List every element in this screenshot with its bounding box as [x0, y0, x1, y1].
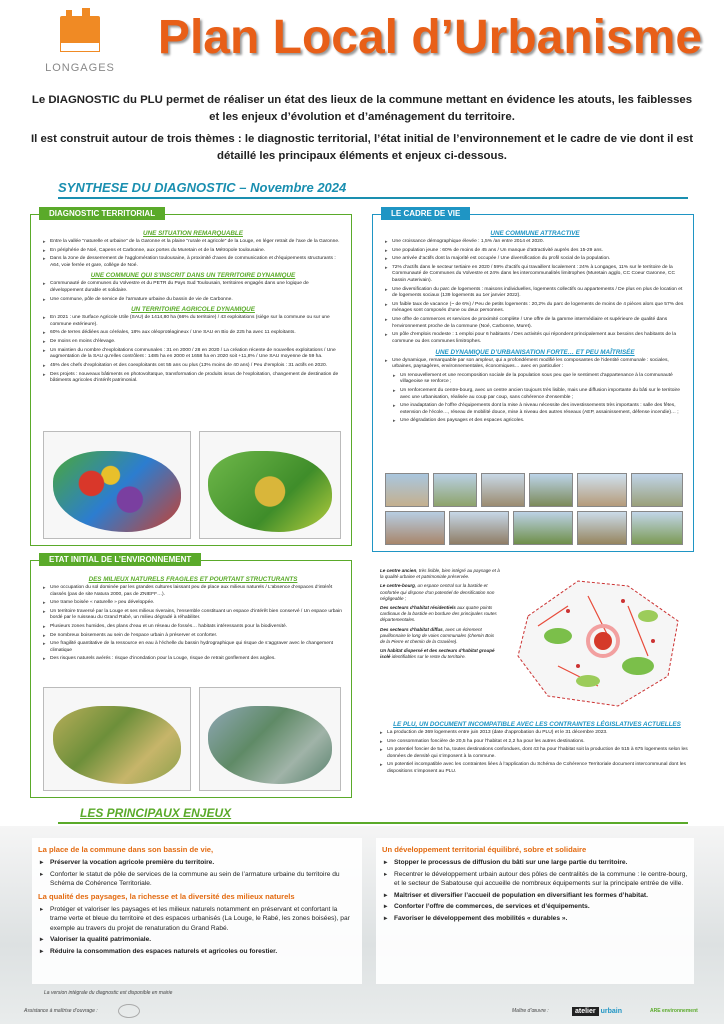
amo-logo: [118, 1004, 140, 1018]
photo: [631, 473, 683, 507]
list-item: ▸ Communauté de communes du Volvestre et du PETR du Pays Sud Toulousain, territoires engagés dans une logique de développement durable et solidaire.: [43, 281, 343, 294]
list-item: ▸ De nombreux boisements au sein de l’espace urbain à préserver et conforter.: [43, 633, 343, 640]
divider: [58, 197, 688, 199]
list-item: ▸ Une diversification du parc de logements : maisons individuelles, logements collectifs ou appartements / De plus en plus de location et de logements sociaux (139 logements au 1er janvier 2022).: [385, 287, 685, 300]
list-item: ▸ 72% d’actifs dans le secteur tertiaire en 2020 / 59% d’actifs qui travaillent localement : 24% à Longages, 11% sur le territoire de la Communauté de Communes du Volvestre et 24% dans les intercommunalités limitrophes (Muretain agglo, CC Coeur Garonne, CC bassin Auterivain).: [385, 265, 685, 285]
env-panel: [30, 555, 352, 798]
list-item: ▸ 45% des chefs d’exploitation et des coexploitants ont 55 ans ou plus (13% moins de 40 ans) / Peu d’emplois : 31 actifs en 2020.: [43, 363, 343, 370]
photo: [449, 511, 509, 545]
cadre-s2: UNE DYNAMIQUE D’URBANISATION FORTE… ET PEU MAÎTRISÉE: [435, 348, 635, 356]
list-item: ▸ Une fragilité quantitative de la ressource en eau à l’échelle du bassin hydrographique qui risque de s’aggraver avec le changement climatique: [43, 641, 343, 654]
list-item: ▸ En périphérie de Noé, Capens et Carbonne, aux portes du Muretain et de la Métropole toulousaine.: [43, 248, 343, 255]
legend-item: Des secteurs d’habitat résidentiels aux quatre points cardinaux de la bastide en bordure des principales routes départementales.: [380, 604, 497, 623]
list-item: ▸ Un potentiel foncier de 54 ha, toutes destinations confondues, dont 43 ha pour l’habitat soit la production de 515 à 675 logements selon les données de densité qui s’imposent à la commune.: [380, 747, 694, 760]
divider: [58, 822, 688, 824]
photo: [385, 511, 445, 545]
list-item: ▸ De moins en moins d’élevage.: [43, 339, 343, 346]
list-item: ▸ Un faible taux de vacance (~ de 6%) / Peu de petits logements : 20,2% du parc de logements de moins de 4 pièces alors que 57% des ménages sont composés d’une ou deux personnes.: [385, 302, 685, 315]
list-item: ▸ Une consommation foncière de 20,5 ha pour l’habitat et 2,2 ha pour les autres destinations.: [380, 739, 694, 746]
intro-p2: Il est construit autour de trois thèmes : le diagnostic territorial, l’état initial de l’environnement et le cadre de vie dont il est détaillé les principaux éléments et enjeux ci-dessous.: [30, 133, 694, 162]
list-item: ▸ Une croissance démographique élevée : 1,5% /an entre 2014 et 2020.: [385, 239, 685, 246]
photo: [529, 473, 573, 507]
legend-item: Un habitat dispersé et des secteurs d’habitat groupé isolé identifiables sur le reste du territoire.: [380, 648, 495, 660]
list-item: ▸ Préserver la vocation agricole première du territoire.: [38, 858, 356, 868]
enjeux-left-h2: La qualité des paysages, la richesse et la diversité des milieux naturels: [38, 891, 295, 901]
diag-s2: UNE COMMUNE QUI S’INSCRIT DANS UN TERRITOIRE DYNAMIQUE: [90, 272, 296, 280]
agri-map-1: [43, 431, 191, 539]
diag-s1: UNE SITUATION REMARQUABLE: [143, 230, 243, 237]
photo-grid: [385, 473, 685, 547]
photo: [385, 473, 429, 507]
are-logo: ARE environnement: [650, 1008, 698, 1014]
env-map-2: [199, 687, 341, 791]
legend-item: Des secteurs d’habitat diffus, avec un étirement pavillonnaire le long de voies communales (chemin Bois de la Pierre et chemin de la Gravière).: [380, 626, 495, 644]
photo: [631, 511, 683, 545]
list-item: ▸ Une arrivée d’actifs dont la majorité est occupée / Une diversification du profil social de la population.: [385, 256, 685, 263]
list-item: ▸ Dans la zone de desserrement de l’agglomération toulousaine, à proximité d’axes de communication et d’équipements structurants : A64, voie ferrée et gare, collège de Noé.: [43, 256, 343, 269]
list-item: ▸ Des projets : nouveaux bâtiments en photovoltaïque, transformation de produits issus de l’exploitation, changement de destination de bâtiments agricoles d’intérêt patrimonial.: [43, 372, 343, 385]
diag-s1-list: [43, 239, 343, 269]
photo: [577, 511, 627, 545]
list-item: ▸ Une offre de commerces et services de proximité complète / Une offre de la gamme intermédiaire et supérieure de qualité dans l’environnement proche de la commune (Noé, Carbonne, Muret).: [385, 317, 685, 330]
plu-section: [380, 718, 694, 778]
list-item: ▸ Un maintien du nombre d’exploitations communales : 31 en 2000 / 28 en 2020 / La création récente de nouvelles exploitations / Une augmentation de la SAU qu’elles contrôlent : 1485 ha en 2000 et 1658 ha en 2020 soit +11,8% / Une SAU moyenne de 59 ha.: [43, 348, 343, 361]
synthese-title: SYNTHESE DU DIAGNOSTIC – Novembre 2024: [58, 180, 347, 195]
list-item: ▸ Des risques naturels avérés : risque d’inondation pour la Louge, risque de retrait gonflement des argiles.: [43, 656, 343, 663]
env-map-1: [43, 687, 191, 791]
diag-s3: UN TERRITOIRE AGRICOLE DYNAMIQUE: [131, 306, 255, 314]
list-item: ▸ Une occupation du sol dominée par les grandes cultures laissant peu de place aux milieux naturels / L’absence d’espaces d’intérêt classés (pas de site Natura 2000, pas de ZNIEFF…).: [43, 585, 343, 598]
list-item: ▸ Une dégradation des paysages et des espaces agricoles.: [393, 418, 685, 425]
logo-text: LONGAGES: [45, 62, 115, 74]
diag-header: DIAGNOSTIC TERRITORIAL: [39, 207, 165, 220]
enjeux-right-h1: Un développement territorial équilibré, sobre et solidaire: [382, 845, 587, 854]
list-item: ▸ Protéger et valoriser les paysages et les milieux naturels notamment en préservant et confortant la trame verte et bleue du territoire et des espaces urbanisés (La Louge, le Rabé, les zones boisées), par exemple au travers du projet de renaturation du Grand Rabé.: [38, 905, 356, 934]
footer-note: La version intégrale du diagnostic est disponible en mairie: [44, 990, 173, 996]
list-item: ▸ Maîtriser et diversifier l’accueil de population en diversifiant les formes d’habitat.: [382, 891, 688, 901]
list-item: ▸ La production de 369 logements entre juin 2013 (date d’approbation du PLU) et le 31 décembre 2023.: [380, 730, 694, 737]
list-item: ▸ Favoriser le développement des mobilités « durables ».: [382, 914, 688, 924]
env-s1: DES MILIEUX NATURELS FRAGILES ET POURTANT STRUCTURANTS: [88, 576, 298, 583]
enjeux-right: [376, 838, 694, 984]
cadre-panel: [372, 209, 694, 552]
list-item: ▸ Valoriser la qualité patrimoniale.: [38, 935, 356, 945]
list-item: ▸ Une population jeune : 60% de moins de 45 ans / Un manque d’attractivité auprès des 15-29 ans.: [385, 248, 685, 255]
env-header: ETAT INITIAL DE L’ENVIRONNEMENT: [39, 553, 201, 566]
footer-amo: Assistance à maîtrise d’ouvrage :: [24, 1008, 98, 1014]
list-item: ▸ Recentrer le développement urbain autour des pôles de centralités de la commune : le centre-bourg, et le secteur de Sabatouse qui accueille de nombreux équipements sur la principale entrée de ville.: [382, 870, 688, 889]
enjeux-title: LES PRINCIPAUX ENJEUX: [80, 806, 232, 820]
list-item: ▸ Une trame boisée « naturelle » peu développée.: [43, 600, 343, 607]
longages-logo: [40, 14, 120, 80]
list-item: ▸ Entre la vallée "naturelle et urbaine" de la Garonne et la plaine "rurale et agricole" de la Louge, en léger retrait de l’axe de la Garonne.: [43, 239, 343, 246]
list-item: ▸ Une commune, pôle de service de l’armature urbaine du bassin de vie de Carbonne.: [43, 297, 343, 304]
list-item: ▸ Un potentiel incompatible avec les contraintes liées à l’application du Schéma de Cohérence Territoriale document intercommunal dont les dispositions s’imposent au PLU.: [380, 762, 694, 775]
legend-item: Le centre-bourg, un espace central sur la bastide et confortée qui dispose d’un potentiel de densification non négligeable ;: [380, 583, 495, 601]
list-item: ▸ Conforter l’offre de commerces, de services et d’équipements.: [382, 902, 688, 912]
list-item: ▸ Un territoire traversé par la Louge et ses milieux riverains, l’ensemble constituant un espace d’intérêt bien conservé / Un espace urbain bordé par le ruisseau du Grand Rabé, un milieu dégradé à réhabiliter.: [43, 609, 343, 622]
list-item: ▸ Stopper le processus de diffusion du bâti sur une large partie du territoire.: [382, 858, 688, 868]
list-item: ▸ Conforter le statut de pôle de services de la commune au sein de l’armature urbaine du territoire du Schéma de Cohérence Territoriale.: [38, 870, 356, 889]
list-item: ▸ Réduire la consommation des espaces naturels et agricoles ou forestier.: [38, 947, 356, 957]
photo: [433, 473, 477, 507]
diag-panel: [30, 209, 352, 546]
photo: [481, 473, 525, 507]
intro: [30, 92, 694, 170]
cadre-s1: UNE COMMUNE ATTRACTIVE: [490, 230, 580, 237]
intro-p1: Le DIAGNOSTIC du PLU permet de réaliser un état des lieux de la commune mettant en évidence les atouts, les faiblesses et les enjeux d’évolution et d’aménagement du territoire.: [31, 94, 693, 123]
urban-map: [508, 566, 694, 716]
list-item: ▸ Une dynamique, remarquable par son ampleur, qui a profondément modifié les composantes de l’identité communale : sociales, urbaines, paysagères, environnementales, économiques… avec en particulier :: [385, 358, 685, 371]
list-item: ▸ Un renouvellement et une recomposition sociale de la population sous peu que le sentiment d’appartenance à la communauté villageoise se renforce ;: [393, 373, 685, 386]
cadre-s3: LE PLU, UN DOCUMENT INCOMPATIBLE AVEC LES CONTRAINTES LÉGISLATIVES ACTUELLES: [393, 721, 681, 728]
photo: [577, 473, 627, 507]
legend-item: Le centre ancien, très lisible, bien intégré au paysage et à la qualité urbaine et patrimoniale préservée.: [380, 568, 500, 580]
enjeux-left: [32, 838, 362, 984]
list-item: ▸ En 2021 : une Surface Agricole Utile (SAU) de 1414,80 ha (66% du territoire) / 43 exploitations (siège sur la commune ou sur une commune extérieure).: [43, 315, 343, 328]
urban-legend: [380, 568, 500, 663]
list-item: ▸ Une inadaptation de l’offre d’équipements dont la mise à niveau nécessite des investissements très importants : salle des fêtes, extension de l’école…, réseau de mobilité douce, mise à niveau des autres réseaux (AEP, assainissement, défense incendie)… ;: [393, 403, 685, 416]
agri-map-2: [199, 431, 341, 539]
cadre-header: LE CADRE DE VIE: [381, 207, 470, 220]
page-title: Plan Local d’Urbanisme: [157, 11, 703, 64]
photo: [513, 511, 573, 545]
list-item: ▸ Un renforcement du centre-bourg, avec un centre ancien toujours très lisible, mais une diffusion importante du bâti sur le territoire avec une urbanisation, réalisée au coup par coup, sans cohérence d’ensemble ;: [393, 388, 685, 401]
atelier-urbain-logo: atelier urbain: [572, 1008, 622, 1015]
enjeux-left-h1: La place de la commune dans son bassin de vie,: [38, 845, 214, 854]
list-item: ▸ Plusieurs zones humides, des plans d’eau et un réseau de fossés… habitats intéressants pour la biodiversité.: [43, 624, 343, 631]
list-item: ▸ 60% de terres dédiées aux céréales, 18% aux oléoprotéagineux / Une SAU en Bio de 225 ha avec 11 exploitants.: [43, 330, 343, 337]
list-item: ▸ Un pôle d’emplois modeste : 1 emploi pour 6 habitants / Des activités qui répondent principalement aux besoins des habitants de la commune ou des communes limitrophes.: [385, 332, 685, 345]
footer-moe: Maître d’œuvre :: [512, 1008, 549, 1014]
